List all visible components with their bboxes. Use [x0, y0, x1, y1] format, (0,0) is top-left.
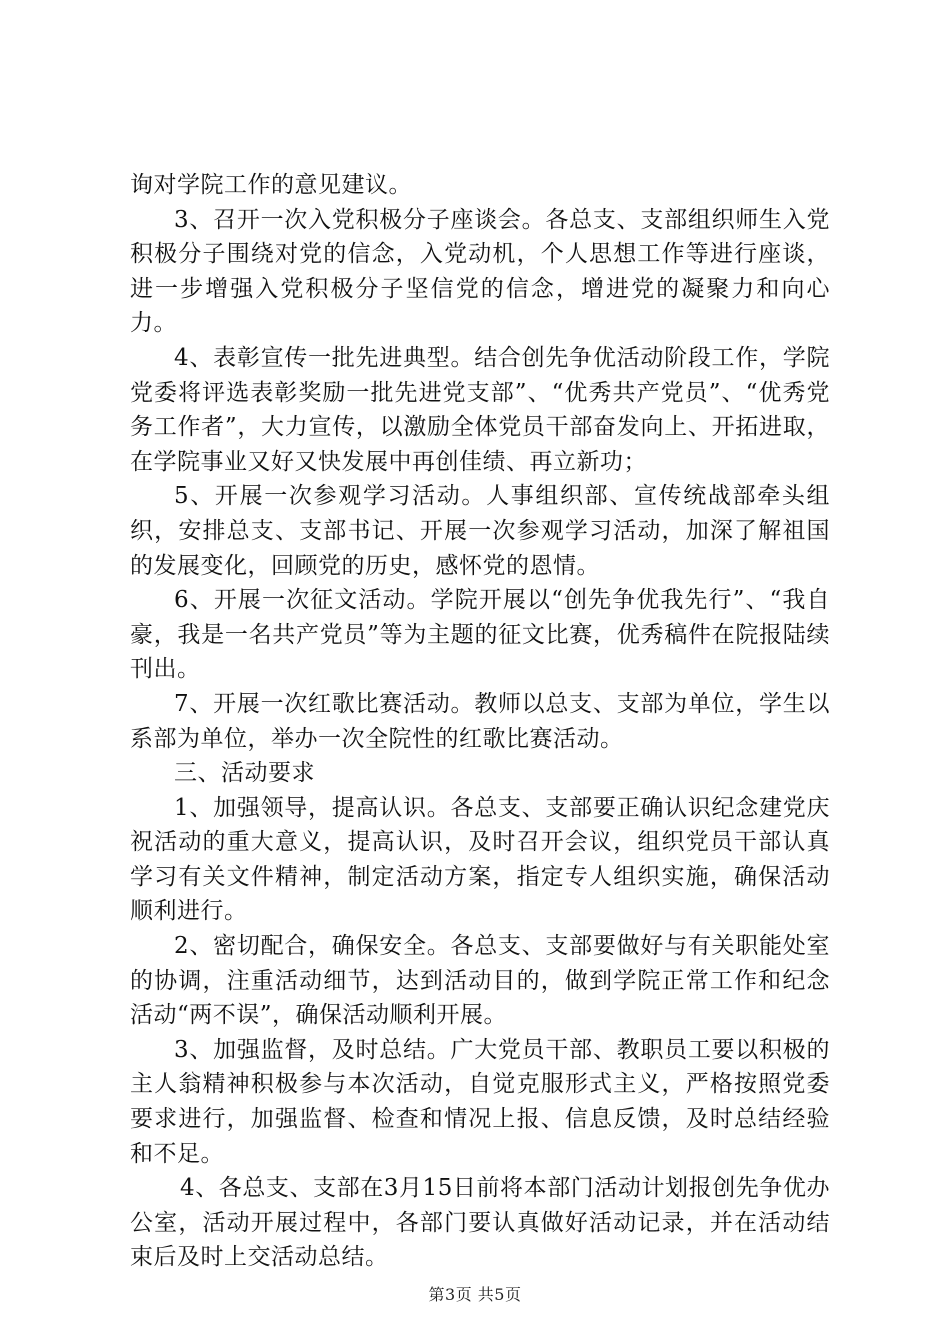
- page-footer: 第3页 共5页: [428, 1285, 522, 1304]
- paragraph-item-6: 6、开展一次征文活动。学院开展以“创先争优我先行”、“我自豪，我是一名共产党员”等为主题的征文比赛，优秀稿件在院报陆续刊出。: [130, 587, 830, 683]
- requirement-item-3: 3、加强监督，及时总结。广大党员干部、教职员工要以积极的主人翁精神积极参与本次活动，自觉克服形式主义，严格按照党委要求进行，加强监督、检查和情况上报、信息反馈，及时总结经验和不足。: [130, 1036, 830, 1167]
- document-body: [130, 168, 830, 1275]
- requirement-item-4: 4、各总支、支部在3月15日前将本部门活动计划报创先争优办公室，活动开展过程中，各部门要认真做好活动记录，并在活动结束后及时上交活动总结。: [130, 1175, 830, 1271]
- requirement-item-2: 2、密切配合，确保安全。各总支、支部要做好与有关职能处室的协调，注重活动细节，达到活动目的，做到学院正常工作和纪念活动“两不误”，确保活动顺利开展。: [130, 933, 830, 1029]
- requirement-item-1: 1、加强领导，提高认识。各总支、支部要正确认识纪念建党庆祝活动的重大意义，提高认识，及时召开会议，组织党员干部认真学习有关文件精神，制定活动方案，指定专人组织实施，确保活动顺利进行。: [130, 794, 830, 925]
- paragraph-item-4: 4、表彰宣传一批先进典型。结合创先争优活动阶段工作，学院党委将评选表彰奖励一批先进党支部”、“优秀共产党员”、“优秀党务工作者”，大力宣传，以激励全体党员干部奋发向上、开拓进取，在学院事业又好又快发展中再创佳绩、再立新功；: [130, 344, 830, 475]
- paragraph-item-7: 7、开展一次红歌比赛活动。教师以总支、支部为单位，学生以系部为单位，举办一次全院性的红歌比赛活动。: [130, 690, 830, 752]
- paragraph-item-5: 5、开展一次参观学习活动。人事组织部、宣传统战部牵头组织，安排总支、支部书记、开展一次参观学习活动，加深了解祖国的发展变化，回顾党的历史，感怀党的恩情。: [130, 483, 830, 579]
- paragraph-item-3: 3、召开一次入党积极分子座谈会。各总支、支部组织师生入党积极分子围绕对党的信念，入党动机，个人思想工作等进行座谈，进一步增强入党积极分子坚信党的信念，增进党的凝聚力和向心力。: [130, 206, 830, 337]
- paragraph-continuation: 询对学院工作的意见建议。: [130, 172, 412, 198]
- section-heading-requirements: 三、活动要求: [174, 760, 315, 787]
